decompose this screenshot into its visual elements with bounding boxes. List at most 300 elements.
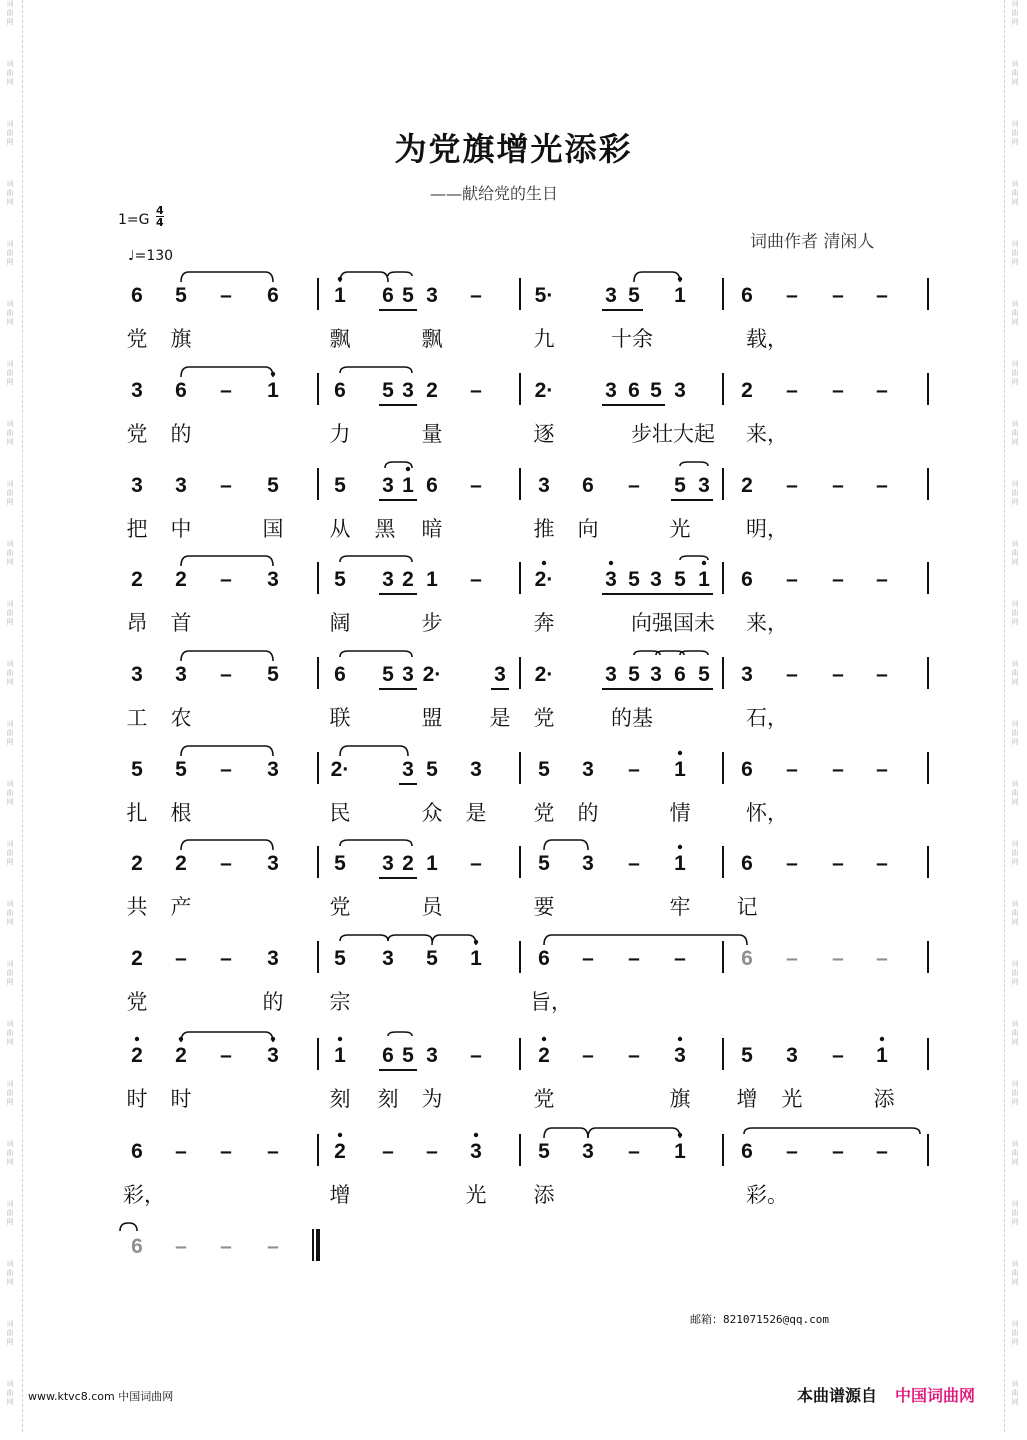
note: 3	[470, 758, 482, 781]
side-watermark-text: 词 曲 网	[6, 1380, 14, 1406]
octave-dot	[474, 940, 478, 944]
octave-dot	[271, 372, 275, 376]
time-signature-bottom: 4	[156, 216, 164, 229]
octave-dot	[542, 561, 546, 565]
note: 5	[650, 379, 662, 402]
side-watermark-text: 词 曲 网	[1011, 1140, 1019, 1166]
lyric-word: 光	[669, 517, 691, 541]
side-watermark-text: 词 曲 网	[1011, 180, 1019, 206]
note: 3	[605, 568, 617, 591]
note: 5	[628, 284, 640, 307]
quarter-note-icon: ♩	[128, 248, 135, 264]
note-dash: –	[582, 1044, 594, 1067]
note: 5	[698, 663, 710, 686]
side-watermark-text: 词 曲 网	[1011, 480, 1019, 506]
side-watermark-text: 词 曲 网	[1011, 1080, 1019, 1106]
note: 5	[267, 474, 279, 497]
side-watermark-text: 词 曲 网	[6, 480, 14, 506]
note: 3	[538, 474, 550, 497]
side-watermark-text: 词 曲 网	[6, 1080, 14, 1106]
note: 3	[582, 758, 594, 781]
note: 1	[698, 568, 710, 591]
note: 3	[382, 852, 394, 875]
note-dash: –	[832, 947, 844, 970]
note-dash: –	[382, 1140, 394, 1163]
lyric-word: 来，	[746, 422, 788, 446]
lyric-word: 添	[533, 1183, 555, 1207]
note: 2·	[422, 663, 442, 686]
note: 5	[628, 568, 640, 591]
slur	[340, 840, 412, 846]
note-dash: –	[220, 758, 232, 781]
lyric-word: 时	[170, 1087, 192, 1111]
side-watermark-text: 词 曲 网	[6, 600, 14, 626]
octave-dot	[474, 1133, 478, 1137]
note: 3	[267, 1044, 279, 1067]
note: 6	[382, 284, 394, 307]
note: 6	[628, 379, 640, 402]
key-signature: 1=G	[118, 212, 150, 228]
side-watermark-text: 词 曲 网	[6, 660, 14, 686]
note: 3	[382, 947, 394, 970]
octave-dot	[678, 1037, 682, 1041]
footer-brand: 中国词曲网	[895, 1386, 976, 1405]
left-side-watermark	[3, 0, 17, 1432]
note: 5	[402, 1044, 414, 1067]
note-dash: –	[220, 852, 232, 875]
note-dash: –	[832, 1044, 844, 1067]
note-dash: –	[470, 379, 482, 402]
note: 2	[131, 947, 143, 970]
note-dash: –	[220, 1140, 232, 1163]
note: 1	[674, 852, 686, 875]
note: 5	[267, 663, 279, 686]
lyric-word: 飘	[421, 327, 443, 351]
note: 2	[131, 1044, 143, 1067]
note: 2	[175, 852, 187, 875]
note: 6	[131, 284, 143, 307]
note-dash: –	[832, 758, 844, 781]
lyric-word: 众	[421, 801, 443, 825]
side-watermark-text: 词 曲 网	[1011, 1260, 1019, 1286]
side-watermark-text: 词 曲 网	[6, 1320, 14, 1346]
note: 3	[650, 568, 662, 591]
footer-source-label: 本曲谱源自	[797, 1386, 878, 1405]
note: 5·	[534, 284, 554, 307]
slur	[432, 935, 476, 945]
note-dash: –	[786, 947, 798, 970]
note-dash: –	[426, 1140, 438, 1163]
note: 2	[334, 1140, 346, 1163]
slur	[181, 1032, 273, 1042]
side-watermark-text: 词 曲 网	[6, 1260, 14, 1286]
note: 6	[334, 379, 346, 402]
note-dash: –	[220, 947, 232, 970]
lyric-word: 刻	[377, 1087, 399, 1111]
slur	[544, 840, 588, 850]
lyric-word: 的基	[611, 706, 653, 730]
note-dash: –	[786, 474, 798, 497]
note-dash: –	[786, 663, 798, 686]
lyric-word: 阔	[329, 611, 351, 635]
lyric-word: 旨，	[530, 990, 572, 1014]
note-dash: –	[832, 379, 844, 402]
octave-dot	[338, 277, 342, 281]
note: 6	[382, 1044, 394, 1067]
note-dash: –	[628, 852, 640, 875]
lyric-word: 党	[126, 422, 148, 446]
side-watermark-text: 词 曲 网	[6, 360, 14, 386]
lyric-word: 黑	[374, 517, 396, 541]
note: 3	[382, 568, 394, 591]
note: 3	[267, 852, 279, 875]
side-watermark-text: 词 曲 网	[6, 960, 14, 986]
lyric-word: 增	[736, 1087, 758, 1111]
note-dash: –	[628, 474, 640, 497]
note: 6	[674, 663, 686, 686]
note: 3	[650, 663, 662, 686]
side-watermark-text: 词 曲 网	[1011, 720, 1019, 746]
slur	[634, 272, 680, 282]
note: 3	[175, 663, 187, 686]
side-watermark-text: 词 曲 网	[1011, 780, 1019, 806]
octave-dot	[678, 1133, 682, 1137]
note-dash: –	[876, 758, 888, 781]
lyric-word: 明，	[746, 517, 788, 541]
slur	[340, 272, 388, 282]
side-watermark-text: 词 曲 网	[1011, 1320, 1019, 1346]
slur	[656, 651, 684, 655]
note-dash: –	[832, 284, 844, 307]
side-watermark-text: 词 曲 网	[6, 240, 14, 266]
note-dash: –	[628, 1140, 640, 1163]
lyric-word: 产	[170, 895, 192, 919]
note-dash: –	[674, 947, 686, 970]
note-dash: –	[876, 379, 888, 402]
lyric-word: 是	[465, 801, 487, 825]
lyric-word: 根	[170, 801, 192, 825]
note: 3	[674, 1044, 686, 1067]
side-watermark-text: 词 曲 网	[1011, 600, 1019, 626]
side-watermark-text: 词 曲 网	[6, 900, 14, 926]
lyric-word: 光	[781, 1087, 803, 1111]
slur	[680, 462, 708, 466]
octave-dot	[880, 1037, 884, 1041]
left-cut-line	[22, 0, 23, 1432]
note: 5	[334, 474, 346, 497]
side-watermark-text: 词 曲 网	[6, 1020, 14, 1046]
side-watermark-text: 词 曲 网	[6, 840, 14, 866]
lyric-word: 时	[126, 1087, 148, 1111]
lyric-word: 要	[533, 895, 555, 919]
note: 3	[402, 379, 414, 402]
note-dash: –	[832, 568, 844, 591]
slur	[385, 462, 412, 468]
note: 6	[741, 284, 753, 307]
tempo-value: =130	[134, 248, 174, 264]
note-dash: –	[786, 758, 798, 781]
note-dash: –	[267, 1140, 279, 1163]
note: 1	[334, 284, 346, 307]
note: 6	[175, 379, 187, 402]
side-watermark-text: 词 曲 网	[1011, 1380, 1019, 1406]
octave-dot	[542, 1037, 546, 1041]
note-dash: –	[876, 852, 888, 875]
note: 6	[741, 852, 753, 875]
side-watermark-text: 词 曲 网	[1011, 1020, 1019, 1046]
note-dash: –	[786, 1140, 798, 1163]
note: 3	[175, 474, 187, 497]
slur	[680, 556, 708, 560]
note: 2	[175, 1044, 187, 1067]
note-dash: –	[175, 1140, 187, 1163]
note-dash: –	[786, 284, 798, 307]
footer-site: www.ktvc8.com 中国词曲网	[28, 1390, 174, 1403]
note: 5	[334, 947, 346, 970]
note: 1	[876, 1044, 888, 1067]
note-dash: –	[220, 379, 232, 402]
slur	[181, 556, 273, 566]
octave-dot	[338, 1133, 342, 1137]
lyric-word: 刻	[329, 1087, 351, 1111]
note: 1	[470, 947, 482, 970]
note-dash: –	[786, 379, 798, 402]
slur	[388, 272, 412, 276]
lyric-word: 飘	[329, 327, 351, 351]
note: 5	[334, 568, 346, 591]
note: 5	[334, 852, 346, 875]
note-dash: –	[220, 1044, 232, 1067]
note: 3	[605, 284, 617, 307]
note: 1	[426, 852, 438, 875]
note: 2	[741, 379, 753, 402]
slur	[634, 651, 660, 655]
lyric-word: 步	[421, 611, 443, 635]
note: 2	[402, 568, 414, 591]
note: 2	[426, 379, 438, 402]
lyric-word: 员	[421, 895, 443, 919]
note: 6	[131, 1235, 143, 1258]
note-dash: –	[876, 947, 888, 970]
side-watermark-text: 词 曲 网	[6, 120, 14, 146]
lyric-word: 民	[329, 801, 351, 825]
slur	[388, 935, 432, 941]
lyric-word: 盟	[421, 706, 443, 730]
lyric-word: 添	[873, 1087, 895, 1111]
lyric-word: 共	[126, 895, 148, 919]
side-watermark-text: 词 曲 网	[1011, 240, 1019, 266]
note-dash: –	[220, 568, 232, 591]
lyric-word: 昂	[126, 611, 148, 635]
note-dash: –	[628, 947, 640, 970]
note-dash: –	[628, 1044, 640, 1067]
lyric-word: 十余	[611, 327, 653, 351]
lyric-word: 牢	[669, 895, 691, 919]
lyric-word: 党	[533, 706, 555, 730]
octave-dot	[406, 467, 410, 471]
note: 3	[402, 758, 414, 781]
note: 3	[382, 474, 394, 497]
note: 3	[605, 663, 617, 686]
lyric-word: 向强国未	[631, 611, 715, 635]
side-watermark-text: 词 曲 网	[1011, 60, 1019, 86]
side-watermark-text: 词 曲 网	[6, 180, 14, 206]
lyric-word: 宗	[329, 990, 351, 1014]
lyric-word: 党	[329, 895, 351, 919]
note: 3	[426, 1044, 438, 1067]
note-dash: –	[175, 1235, 187, 1258]
lyric-word: 彩，	[123, 1183, 165, 1207]
note-dash: –	[220, 284, 232, 307]
note: 3	[582, 1140, 594, 1163]
lyric-word: 扎	[126, 801, 148, 825]
note: 3	[494, 663, 506, 686]
side-watermark-text: 词 曲 网	[6, 60, 14, 86]
lyric-word: 逐	[533, 422, 555, 446]
note: 3	[267, 568, 279, 591]
note-dash: –	[175, 947, 187, 970]
side-watermark-text: 词 曲 网	[6, 540, 14, 566]
lyric-word: 光	[465, 1183, 487, 1207]
side-watermark-text: 词 曲 网	[6, 720, 14, 746]
note-dash: –	[876, 663, 888, 686]
note-dash: –	[832, 1140, 844, 1163]
side-watermark-text: 词 曲 网	[1011, 660, 1019, 686]
note-dash: –	[582, 947, 594, 970]
note-dash: –	[832, 663, 844, 686]
note: 3	[470, 1140, 482, 1163]
right-side-watermark	[1008, 0, 1022, 1432]
note: 5	[426, 758, 438, 781]
note-dash: –	[470, 284, 482, 307]
note-dash: –	[470, 852, 482, 875]
note: 3	[426, 284, 438, 307]
slur	[340, 651, 412, 657]
note-dash: –	[876, 284, 888, 307]
note-dash: –	[876, 474, 888, 497]
right-cut-line	[1004, 0, 1005, 1432]
slur	[340, 556, 412, 562]
note: 5	[538, 758, 550, 781]
lyric-word: 工	[126, 706, 148, 730]
note-dash: –	[220, 663, 232, 686]
slur	[340, 746, 408, 756]
lyric-word: 向	[577, 517, 599, 541]
slur	[340, 935, 388, 941]
slur	[181, 840, 273, 850]
side-watermark-text: 词 曲 网	[6, 780, 14, 806]
song-title: 为党旗增光添彩	[394, 130, 633, 168]
lyric-word: 党	[126, 327, 148, 351]
lyric-word: 的	[170, 422, 192, 446]
note-dash: –	[470, 474, 482, 497]
lyric-word: 的	[577, 801, 599, 825]
lyric-word: 情	[669, 801, 691, 825]
note: 2·	[534, 663, 554, 686]
side-watermark-text: 词 曲 网	[1011, 900, 1019, 926]
octave-dot	[135, 1037, 139, 1041]
side-watermark-text: 词 曲 网	[1011, 420, 1019, 446]
side-watermark-text: 词 曲 网	[1011, 360, 1019, 386]
lyric-word: 党	[126, 990, 148, 1014]
lyric-word: 石，	[746, 706, 788, 730]
note-dash: –	[786, 852, 798, 875]
song-subtitle: ——献给党的生日	[430, 184, 559, 203]
note: 5	[628, 663, 640, 686]
note: 1	[267, 379, 279, 402]
tempo-marking	[128, 248, 173, 264]
note: 5	[674, 568, 686, 591]
lyric-word: 九	[533, 327, 555, 351]
note: 2	[131, 852, 143, 875]
slur	[544, 1128, 588, 1138]
side-watermark-text: 词 曲 网	[1011, 840, 1019, 866]
side-watermark-text: 词 曲 网	[6, 1200, 14, 1226]
lyric-word: 奔	[533, 611, 555, 635]
note-dash: –	[267, 1235, 279, 1258]
slur	[181, 272, 273, 282]
note: 3	[267, 758, 279, 781]
note: 5	[674, 474, 686, 497]
note: 5	[402, 284, 414, 307]
note-dash: –	[786, 568, 798, 591]
note: 1	[674, 758, 686, 781]
lyric-word: 暗	[421, 517, 443, 541]
note: 5	[175, 284, 187, 307]
note: 6	[538, 947, 550, 970]
octave-dot	[678, 277, 682, 281]
note: 3	[131, 379, 143, 402]
octave-dot	[702, 561, 706, 565]
note-dash: –	[832, 474, 844, 497]
note: 6	[334, 663, 346, 686]
side-watermark-text: 词 曲 网	[6, 420, 14, 446]
lyric-word: 首	[170, 611, 192, 635]
lyric-word: 党	[533, 801, 555, 825]
note: 6	[267, 284, 279, 307]
footer-source	[797, 1383, 975, 1406]
note-dash: –	[220, 474, 232, 497]
lyric-word: 党	[533, 1087, 555, 1111]
note: 2	[175, 568, 187, 591]
side-watermark-text: 词 曲 网	[1011, 120, 1019, 146]
time-signature-top: 4	[156, 204, 164, 217]
lyric-word: 旗	[170, 327, 192, 351]
side-watermark-text: 词 曲 网	[6, 0, 14, 26]
note: 2·	[534, 568, 554, 591]
lyric-word: 量	[421, 422, 443, 446]
note: 3	[582, 852, 594, 875]
email-contact: 邮箱：821071526@qq.com	[690, 1313, 829, 1326]
note: 1	[334, 1044, 346, 1067]
note: 6	[426, 474, 438, 497]
note: 2	[741, 474, 753, 497]
slur	[120, 1223, 137, 1231]
time-signature	[156, 205, 164, 228]
side-watermark-text: 词 曲 网	[1011, 960, 1019, 986]
author-credit: 词曲作者 清闲人	[750, 232, 875, 252]
slur	[181, 746, 273, 756]
note: 3	[605, 379, 617, 402]
note: 1	[674, 284, 686, 307]
note: 5	[741, 1044, 753, 1067]
note: 2	[538, 1044, 550, 1067]
lyric-word: 为	[421, 1087, 443, 1111]
lyric-word: 步壮大起	[631, 422, 715, 446]
side-watermark-text: 词 曲 网	[1011, 300, 1019, 326]
note: 5	[382, 663, 394, 686]
note: 5	[382, 379, 394, 402]
